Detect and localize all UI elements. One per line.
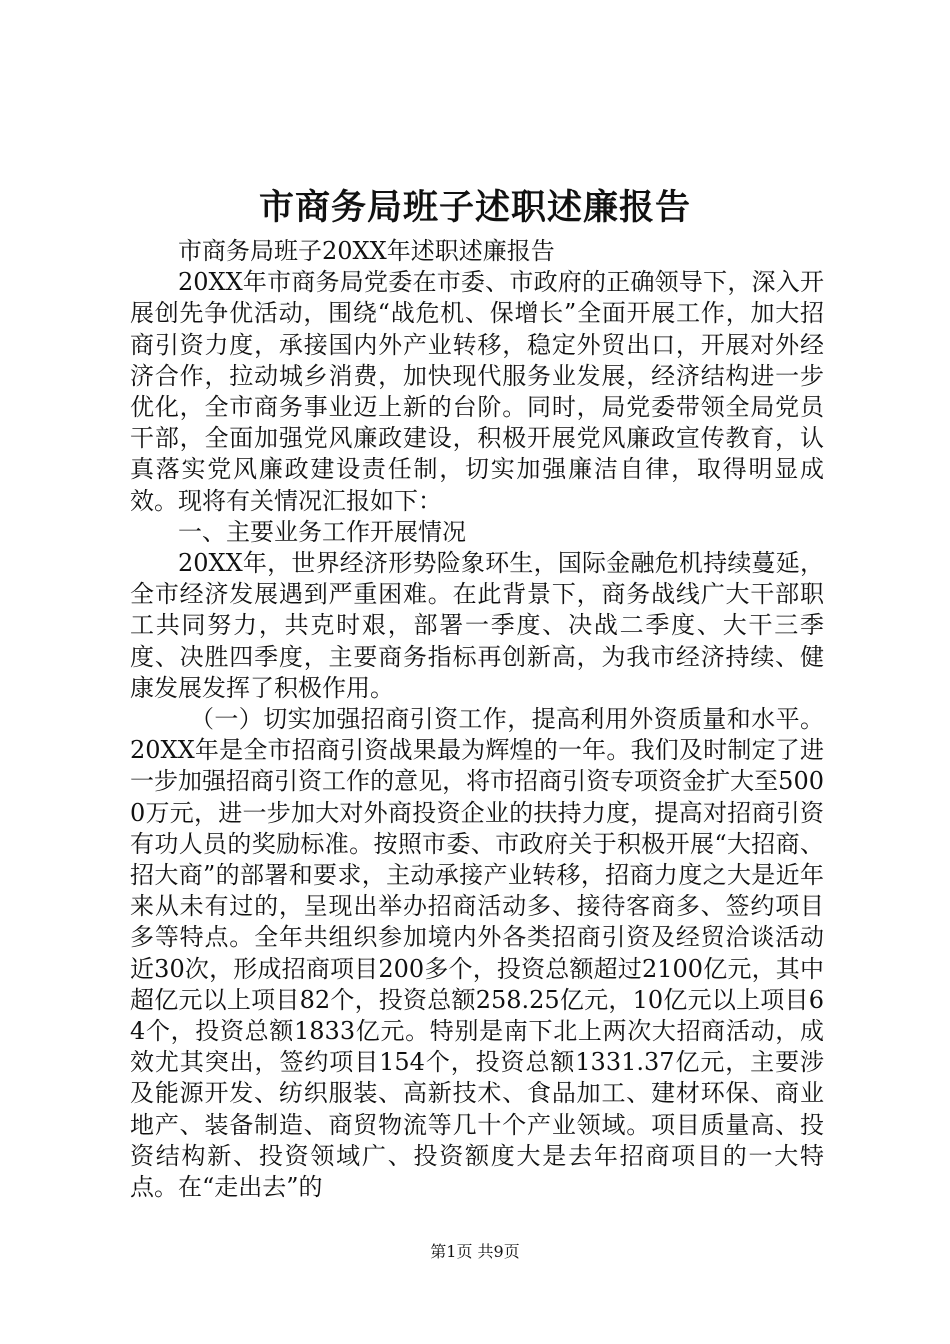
document-body <box>130 236 824 1203</box>
report-subtitle-paragraph: 市商务局班子20XX年述职述廉报告 <box>178 237 555 265</box>
intro-paragraph: 20XX年市商务局党委在市委、市政府的正确领导下，深入开展创先争优活动，围绕“战危机、保增长”全面开展工作，加大招商引资力度，承接国内外产业转移，稳定外贸出口，开展对外经济合作，拉动城乡消费，加快现代服务业发展，经济结构进一步优化，全市商务事业迈上新的台阶。同时，局党委带领全局党员干部，全面加强党风廉政建设，积极开展党风廉政宣传教育，认真落实党风廉政建设责任制，切实加强廉洁自律，取得明显成效。现将有关情况汇报如下： <box>130 268 824 515</box>
investment-paragraph: （一）切实加强招商引资工作，提高利用外资质量和水平。20XX年是全市招商引资战果最为辉煌的一年。我们及时制定了进一步加强招商引资工作的意见，将市招商引资专项资金扩大至5000万元，进一步加大对外商投资企业的扶持力度，提高对招商引资有功人员的奖励标准。按照市委、市政府关于积极开展“大招商、招大商”的部署和要求，主动承接产业转移，招商力度之大是近年来从未有过的，呈现出举办招商活动多、接待客商多、签约项目多等特点。全年共组织参加境内外各类招商引资及经贸洽谈活动近30次，形成招商项目200多个，投资总额超过2100亿元，其中超亿元以上项目82个，投资总额258.25亿元，10亿元以上项目64个，投资总额1833亿元。特别是南下北上两次大招商活动，成效尤其突出，签约项目154个，投资总额1331.37亿元，主要涉及能源开发、纺织服装、高新技术、食品加工、建材环保、商业地产、装备制造、商贸物流等几十个产业领域。项目质量高、投资结构新、投资领域广、投资额度大是去年招商项目的一大特点。在“走出去”的 <box>130 705 824 1202</box>
document-title: 市商务局班子述职述廉报告 <box>258 187 691 228</box>
section-heading-paragraph: 一、主要业务工作开展情况 <box>178 517 466 546</box>
page-number-footer: 第1页 共9页 <box>430 1242 520 1261</box>
background-paragraph: 20XX年，世界经济形势险象环生，国际金融危机持续蔓延，全市经济发展遇到严重困难。在此背景下，商务战线广大干部职工共同努力，共克时艰，部署一季度、决战二季度、大干三季度、决胜四季度，主要商务指标再创新高，为我市经济持续、健康发展发挥了积极作用。 <box>130 549 824 702</box>
